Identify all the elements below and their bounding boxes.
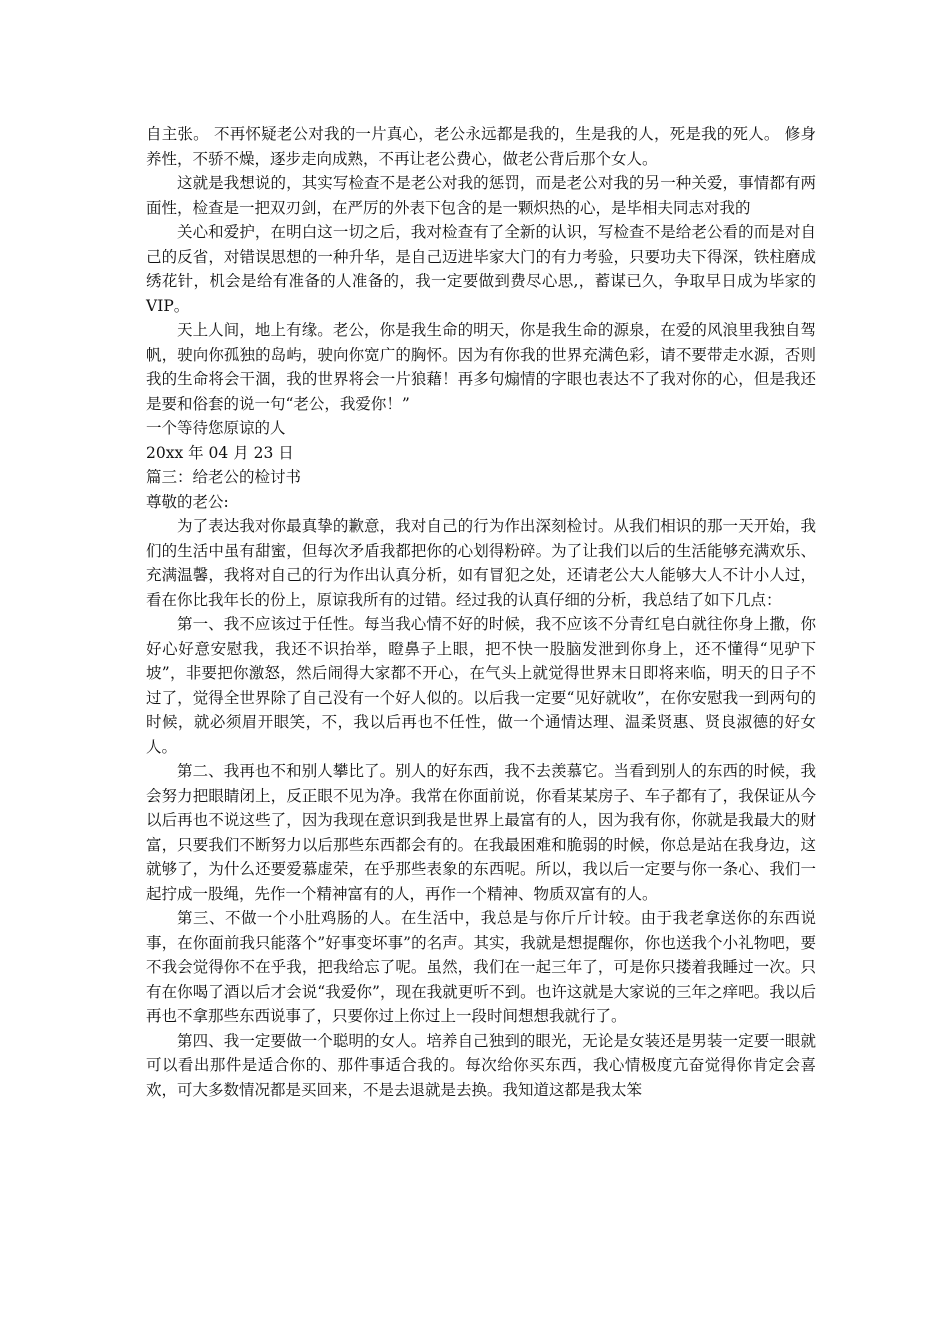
signature-line: 一个等待您原谅的人 <box>146 419 286 437</box>
paragraph: 第三、不做一个小肚鸡肠的人。在生活中，我总是与你斤斤计较。由于我老拿送你的东西说事，在你面前我只能落个”好事变坏事”的名声。其实，我就是想提醒你，你也送我个小礼物吧，要不我会觉得你不在乎我，把我给忘了呢。虽然，我们在一起三年了，可是你只搂着我睡过一次。只有在你喝了酒以后才会说“我爱你”，现在我就更听不到。也许这就是大家说的三年之痒吧。我以后再也不拿那些东西说事了，只要你过上你过上一段时间想想我就行了。 <box>146 909 816 1025</box>
paragraph: 关心和爱护，在明白这一切之后，我对检查有了全新的认识，写检查不是给老公看的而是对自己的反省，对错误思想的一种升华，是自己迈进毕家大门的有力考验，只要功夫下得深，铁柱磨成绣花针，机会是给有准备的人准备的，我一定要做到费尽心思,，蓄谋已久，争取早日成为毕家的 VIP。 <box>146 223 816 315</box>
paragraph: 第四、我一定要做一个聪明的女人。培养自己独到的眼光，无论是女装还是男装一定要一眼就可以看出那件是适合你的、那件事适合我的。每次给你买东西，我心情极度亢奋觉得你肯定会喜欢，可大多数情况都是买回来，不是去退就是去换。我知道这都是我太笨 <box>146 1031 816 1099</box>
paragraph: 天上人间，地上有缘。老公，你是我生命的明天，你是我生命的源泉，在爱的风浪里我独自驾帆，驶向你孤独的岛屿，驶向你宽广的胸怀。因为有你我的世界充满色彩，请不要带走水源，否则我的生命将会干涸，我的世界将会一片狼藉！再多句煽情的字眼也表达不了我对你的心，但是我还是要和俗套的说一句“老公，我爱你！” <box>146 321 816 413</box>
paragraph: 这就是我想说的，其实写检查不是老公对我的惩罚，而是老公对我的另一种关爱，事情都有两面性，检查是一把双刃剑，在严厉的外表下包含的是一颗炽热的心，是毕相夫同志对我的 <box>146 174 816 217</box>
document-body <box>146 122 816 1102</box>
paragraph: 第二、我再也不和别人攀比了。别人的好东西，我不去羡慕它。当看到别人的东西的时候，我会努力把眼睛闭上，反正眼不见为净。我常在你面前说，你看某某房子、车子都有了，我保证从今以后再也不说这些了，因为我现在意识到我是世界上最富有的人，因为我有你，你就是我最大的财富，只要我们不断努力以后那些东西都会有的。在我最困难和脆弱的时候，你总是站在我身边，这就够了，为什么还要爱慕虚荣，在乎那些表象的东西呢。所以，我以后一定要与你一条心、我们一起拧成一股绳，先作一个精神富有的人，再作一个精神、物质双富有的人。 <box>146 762 816 903</box>
section-heading: 篇三：给老公的检讨书 <box>146 468 302 486</box>
date-line: 20xx 年 04 月 23 日 <box>146 443 294 462</box>
paragraph: 为了表达我对你最真挚的歉意，我对自己的行为作出深刻检讨。从我们相识的那一天开始，我们的生活中虽有甜蜜，但每次矛盾我都把你的心划得粉碎。为了让我们以后的生活能够充满欢乐、充满温馨，我将对自己的行为作出认真分析，如有冒犯之处，还请老公大人能够大人不计小人过，看在你比我年长的份上，原谅我所有的过错。经过我的认真仔细的分析，我总结了如下几点： <box>146 517 816 609</box>
paragraph: 自主张。 不再怀疑老公对我的一片真心，老公永远都是我的，生是我的人，死是我的死人。 修身养性，不骄不燥，逐步走向成熟，不再让老公费心，做老公背后那个女人。 <box>146 125 816 168</box>
paragraph: 第一、我不应该过于任性。每当我心情不好的时候，我不应该不分青红皂白就往你身上撒，你好心好意安慰我，我还不识抬举，瞪鼻子上眼，把不快一股脑发泄到你身上，还不懂得“见驴下坡”，非要把你激怒，然后闹得大家都不开心，在气头上就觉得世界末日即将来临，明天的日子不过了，觉得全世界除了自己没有一个好人似的。以后我一定要“见好就收”，在你安慰我一到两句的时候，就必须眉开眼笑，不，我以后再也不任性，做一个通情达理、温柔贤惠、贤良淑德的好女人。 <box>146 615 816 756</box>
salutation: 尊敬的老公: <box>146 492 229 511</box>
